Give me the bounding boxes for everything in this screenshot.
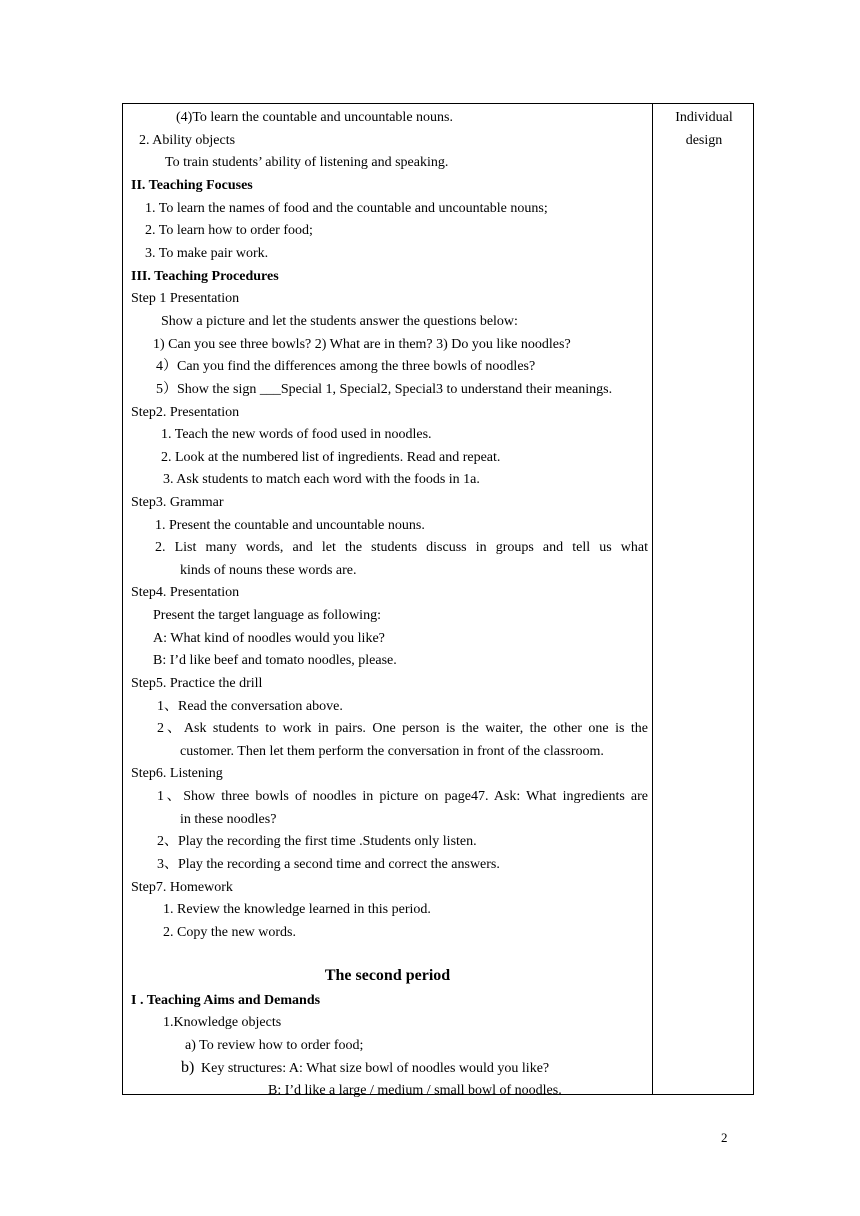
step-heading: Step3. Grammar — [131, 495, 224, 510]
text-line: 1、Read the conversation above. — [157, 699, 343, 714]
step-heading: Step5. Practice the drill — [131, 676, 263, 691]
text-line: To train students’ ability of listening and speaking. — [165, 155, 449, 170]
section-heading: III. Teaching Procedures — [131, 269, 279, 284]
text-line: (4)To learn the countable and uncountable nouns. — [176, 110, 453, 125]
step-heading: Step6. Listening — [131, 766, 223, 781]
text-line: 2、Play the recording the first time .Students only listen. — [157, 834, 477, 849]
text-line: kinds of nouns these words are. — [180, 563, 357, 578]
step-heading: Step2. Presentation — [131, 405, 240, 420]
text-line: A: What kind of noodles would you like? — [153, 631, 385, 646]
lesson-plan-table — [122, 103, 754, 1098]
step-heading: Step 1 Presentation — [131, 291, 240, 306]
text-line: 3. To make pair work. — [145, 246, 269, 261]
step-heading: Step4. Presentation — [131, 585, 240, 600]
text-line: a) To review how to order food; — [185, 1038, 364, 1053]
list-marker: b) — [181, 1059, 195, 1076]
section-heading: I . Teaching Aims and Demands — [131, 993, 321, 1008]
text-line: 1. Review the knowledge learned in this period. — [163, 902, 431, 917]
text-line: Present the target language as following: — [153, 608, 381, 623]
text-line: 5）Show the sign ___Special 1, Special2, Special3 to understand their meanings. — [156, 382, 613, 397]
text-line: 1、Show three bowls of noodles in picture on page47. Ask: What ingredients are — [157, 789, 648, 804]
text-line: 1. Present the countable and uncountable nouns. — [155, 518, 425, 533]
text-line: B: I’d like a large / medium / small bowl of noodles. — [268, 1083, 562, 1098]
text-line: 2. List many words, and let the students discuss in groups and tell us what — [155, 540, 648, 555]
text-line: B: I’d like beef and tomato noodles, please. — [153, 653, 397, 668]
side-note-line1: Individual — [675, 110, 733, 125]
text-line: customer. Then let them perform the conversation in front of the classroom. — [180, 744, 604, 759]
text-line: 2. Look at the numbered list of ingredients. Read and repeat. — [161, 450, 501, 465]
step-heading: Step7. Homework — [131, 880, 233, 895]
text-line: 2. Ability objects — [139, 133, 236, 148]
text-line: 1) Can you see three bowls? 2) What are in them? 3) Do you like noodles? — [153, 337, 571, 352]
text-line: 4）Can you find the differences among the three bowls of noodles? — [156, 359, 536, 374]
text-line: 2、Ask students to work in pairs. One person is the waiter, the other one is the — [157, 721, 648, 736]
text-line: 3、Play the recording a second time and correct the answers. — [157, 857, 500, 872]
text-line: 1. To learn the names of food and the countable and uncountable nouns; — [145, 201, 548, 216]
text-line: Show a picture and let the students answer the questions below: — [161, 314, 518, 329]
text-line: 2. To learn how to order food; — [145, 223, 313, 238]
page-number: 2 — [721, 1130, 728, 1145]
text-line: 3. Ask students to match each word with the foods in 1a. — [163, 472, 480, 487]
text-line: 1.Knowledge objects — [163, 1015, 282, 1030]
text-line: Key structures: A: What size bowl of noodles would you like? — [201, 1061, 550, 1076]
period-title: The second period — [324, 967, 451, 984]
side-note-line2: design — [685, 133, 723, 148]
text-line: 1. Teach the new words of food used in noodles. — [161, 427, 432, 442]
text-line: in these noodles? — [180, 812, 277, 827]
text-line: 2. Copy the new words. — [163, 925, 296, 940]
section-heading: II. Teaching Focuses — [131, 178, 253, 193]
